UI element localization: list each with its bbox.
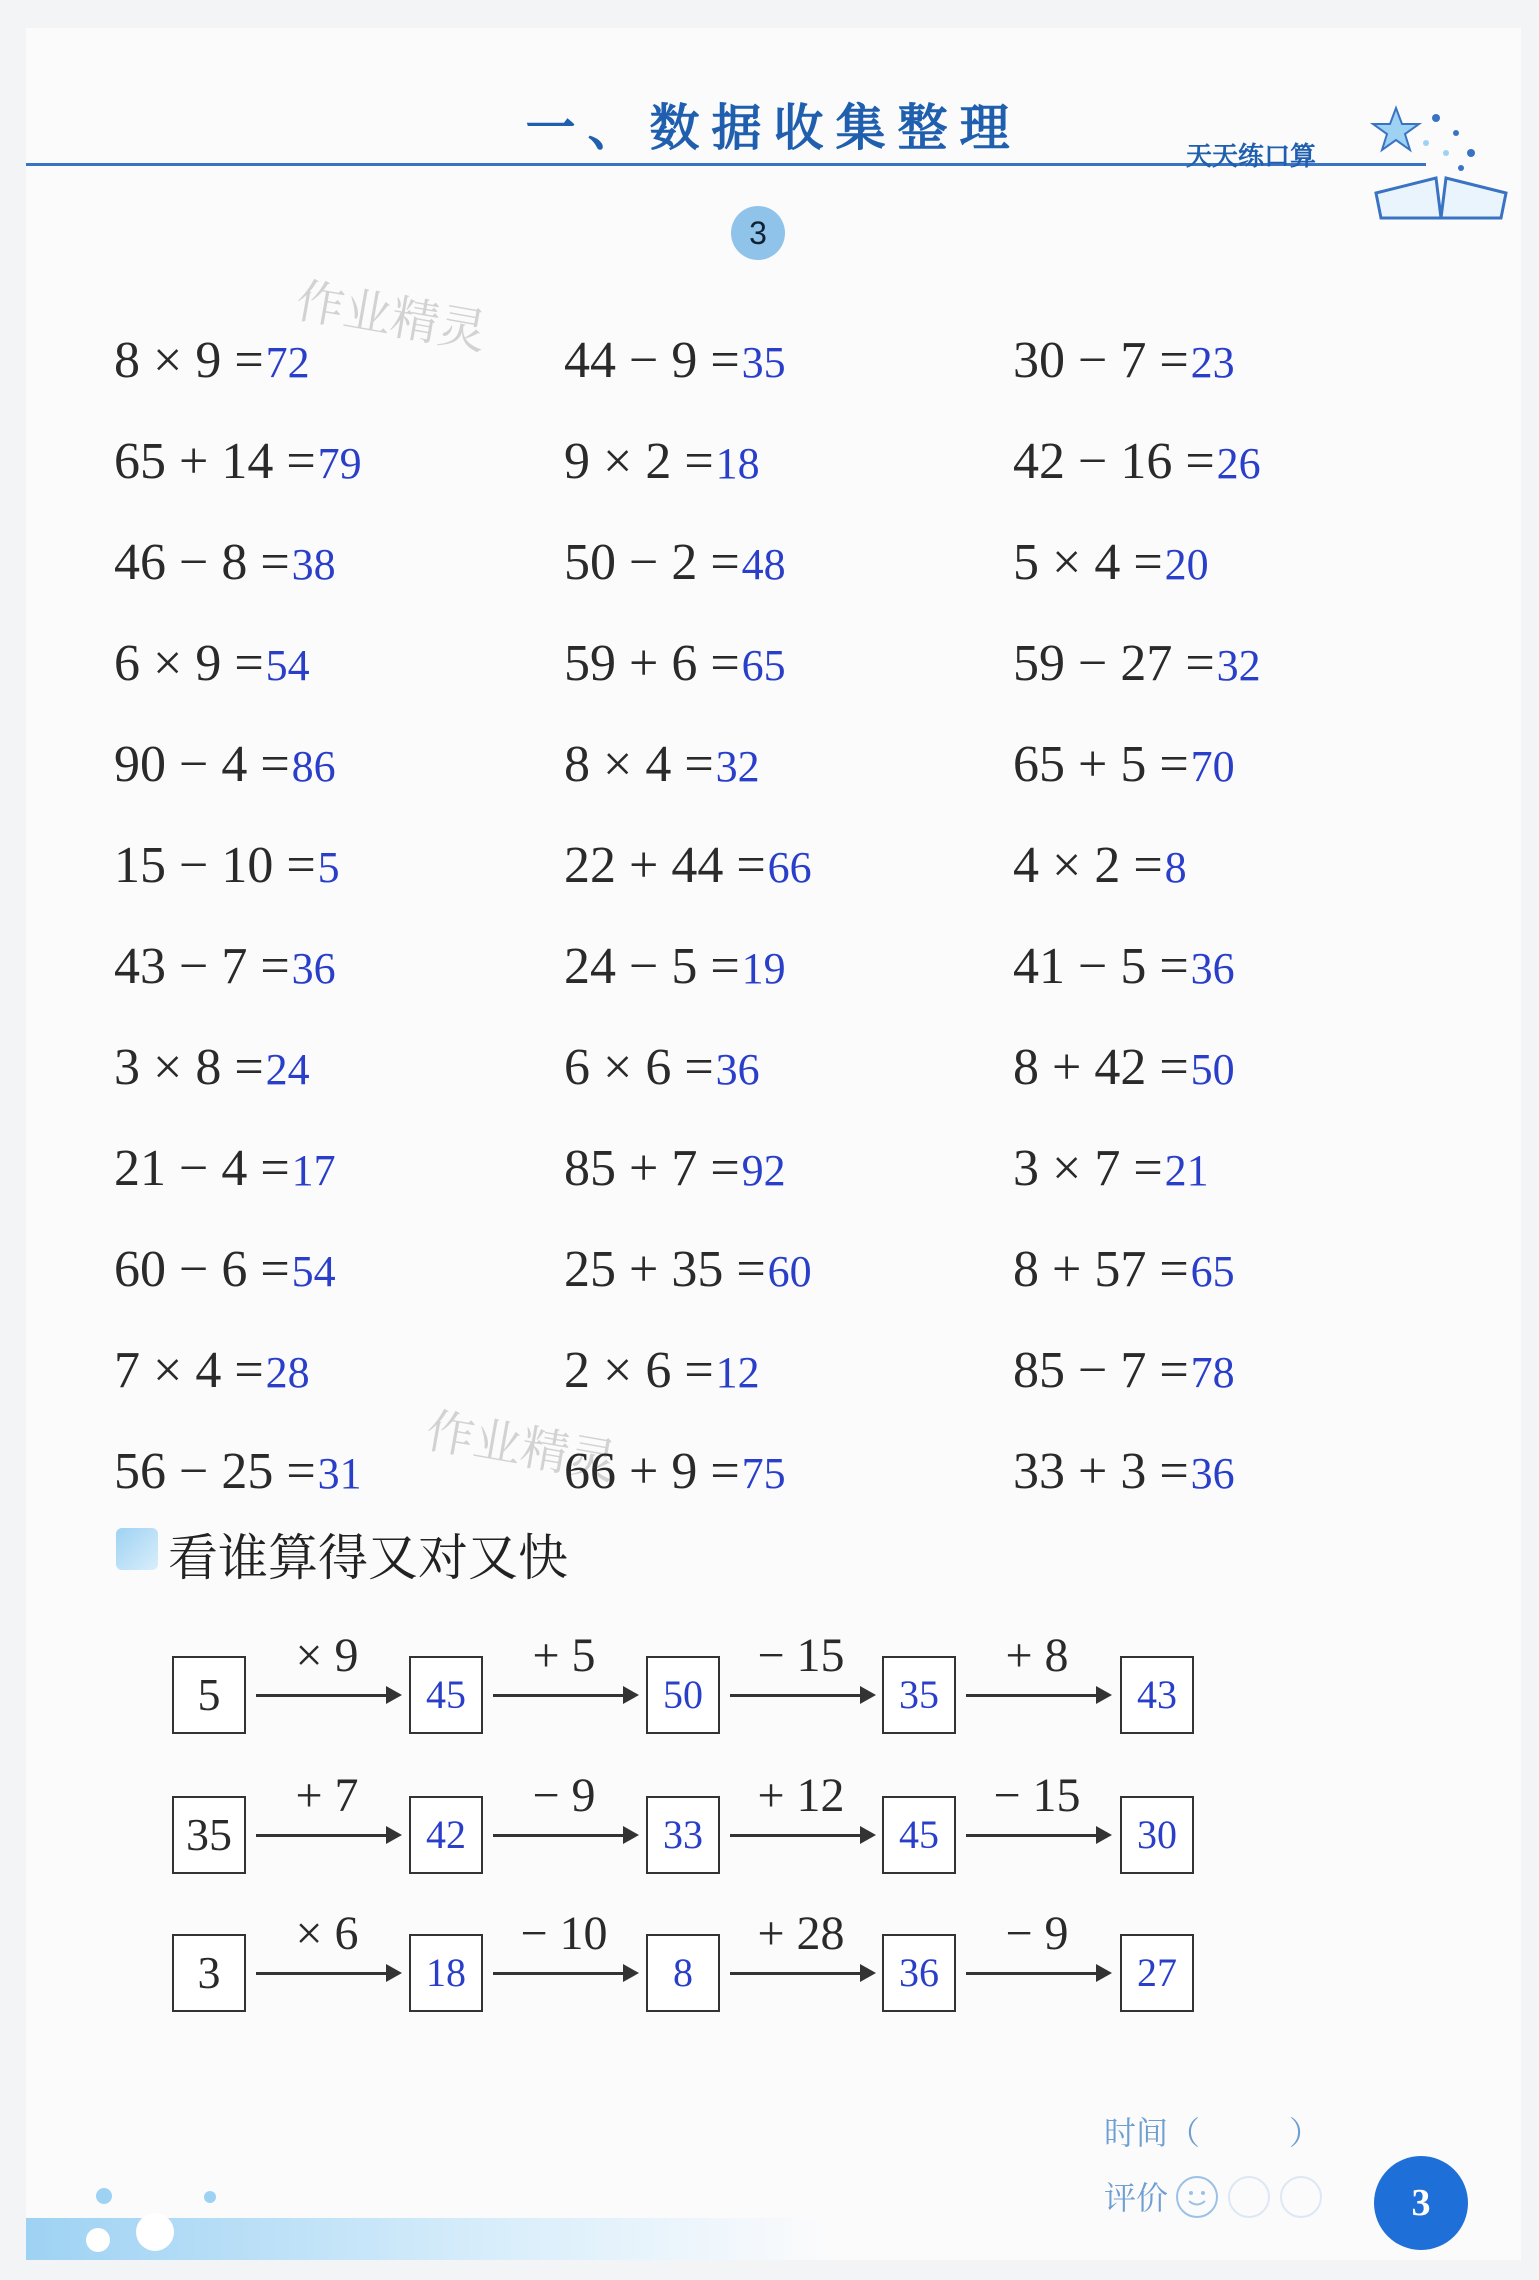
problem-expression: 15 − 10 =	[114, 837, 316, 894]
problem-expression: 85 + 7 =	[564, 1140, 740, 1197]
problem-expression: 59 + 6 =	[564, 635, 740, 692]
chain-answer-box: 30	[1120, 1796, 1194, 1874]
chain-arrow	[966, 1834, 1108, 1837]
problem-expression: 25 + 35 =	[564, 1241, 766, 1298]
problem-answer: 38	[291, 540, 336, 589]
problem-expression: 6 × 9 =	[114, 635, 264, 692]
chain-operator: + 28	[757, 1907, 845, 1960]
chain-arrow	[256, 1834, 398, 1837]
problem-item	[1013, 1341, 1235, 1403]
time-close-paren: ）	[1289, 2114, 1322, 2152]
problem-item	[114, 1038, 310, 1100]
problem-answer: 54	[265, 641, 310, 690]
chain-operator: + 5	[532, 1629, 596, 1682]
problem-item	[1013, 533, 1209, 595]
chain-operator: − 15	[757, 1629, 845, 1682]
problem-item	[564, 634, 786, 696]
problem-item	[114, 735, 336, 797]
problem-item	[564, 331, 786, 393]
problem-answer: 92	[741, 1146, 786, 1195]
problem-answer: 5	[317, 843, 340, 892]
chain-arrow	[493, 1834, 635, 1837]
problem-answer: 79	[317, 439, 362, 488]
problem-answer: 36	[1190, 944, 1235, 993]
problem-answer: 66	[767, 843, 812, 892]
problem-answer: 32	[1216, 641, 1261, 690]
problem-expression: 8 + 57 =	[1013, 1241, 1189, 1298]
chain-arrow	[966, 1972, 1108, 1975]
chain-answer-box: 36	[882, 1934, 956, 2012]
chain-operator: − 10	[520, 1907, 608, 1960]
problem-item	[114, 1139, 336, 1201]
problem-answer: 36	[291, 944, 336, 993]
problem-item	[114, 1240, 336, 1302]
problem-item	[564, 1038, 760, 1100]
problem-answer: 17	[291, 1146, 336, 1195]
problem-answer: 70	[1190, 742, 1235, 791]
chain-operator: − 9	[532, 1769, 596, 1822]
problem-expression: 3 × 7 =	[1013, 1140, 1163, 1197]
problem-item	[1013, 1139, 1209, 1201]
watermark: 作业精灵	[421, 1402, 621, 1492]
problem-expression: 60 − 6 =	[114, 1241, 290, 1298]
problem-item	[1013, 1442, 1235, 1504]
problem-answer: 78	[1190, 1348, 1235, 1397]
problem-answer: 28	[265, 1348, 310, 1397]
chain-arrow	[730, 1694, 872, 1697]
problem-expression: 59 − 27 =	[1013, 635, 1215, 692]
problem-expression: 41 − 5 =	[1013, 938, 1189, 995]
problem-answer: 18	[715, 439, 760, 488]
problem-item	[114, 836, 340, 898]
problem-answer: 86	[291, 742, 336, 791]
problem-item	[114, 533, 336, 595]
problem-expression: 7 × 4 =	[114, 1342, 264, 1399]
problem-answer: 60	[767, 1247, 812, 1296]
chain-answer-box: 18	[409, 1934, 483, 2012]
chain-start-box: 3	[172, 1934, 246, 2012]
problem-answer: 12	[715, 1348, 760, 1397]
workbook-page	[26, 28, 1521, 2260]
chain-arrow	[493, 1972, 635, 1975]
decor-dot	[86, 2228, 110, 2252]
problem-expression: 6 × 6 =	[564, 1039, 714, 1096]
problem-expression: 33 + 3 =	[1013, 1443, 1189, 1500]
problem-expression: 90 − 4 =	[114, 736, 290, 793]
problem-answer: 21	[1164, 1146, 1209, 1195]
chain-answer-box: 45	[409, 1656, 483, 1734]
chain-operator: + 8	[1005, 1629, 1069, 1682]
problem-item	[564, 432, 760, 494]
problem-expression: 5 × 4 =	[1013, 534, 1163, 591]
chain-operator: + 7	[295, 1769, 359, 1822]
problem-answer: 20	[1164, 540, 1209, 589]
problem-expression: 56 − 25 =	[114, 1443, 316, 1500]
chain-start-box: 35	[172, 1796, 246, 1874]
problem-answer: 31	[317, 1449, 362, 1498]
problem-expression: 8 × 9 =	[114, 332, 264, 389]
chain-arrow	[966, 1694, 1108, 1697]
chain-answer-box: 50	[646, 1656, 720, 1734]
decor-dot	[136, 2213, 174, 2251]
problem-answer: 24	[265, 1045, 310, 1094]
problem-expression: 30 − 7 =	[1013, 332, 1189, 389]
section-icon	[116, 1528, 158, 1570]
problem-expression: 24 − 5 =	[564, 938, 740, 995]
problem-expression: 65 + 14 =	[114, 433, 316, 490]
chain-answer-box: 8	[646, 1934, 720, 2012]
problem-item	[114, 331, 310, 393]
chain-answer-box: 35	[882, 1656, 956, 1734]
chain-arrow	[256, 1694, 398, 1697]
chain-answer-box: 33	[646, 1796, 720, 1874]
decor-dot	[204, 2191, 216, 2203]
problem-expression: 50 − 2 =	[564, 534, 740, 591]
smiley-icon	[1280, 2176, 1322, 2218]
watermark: 作业精灵	[291, 272, 491, 362]
chain-operator: − 15	[993, 1769, 1081, 1822]
time-label: 时间（	[1104, 2114, 1201, 2152]
problem-answer: 26	[1216, 439, 1261, 488]
problem-answer: 8	[1164, 843, 1187, 892]
problem-expression: 44 − 9 =	[564, 332, 740, 389]
problem-expression: 21 − 4 =	[114, 1140, 290, 1197]
problem-item	[114, 634, 310, 696]
problem-answer: 32	[715, 742, 760, 791]
problem-expression: 4 × 2 =	[1013, 837, 1163, 894]
problem-item	[564, 735, 760, 797]
chain-answer-box: 43	[1120, 1656, 1194, 1734]
problem-item	[1013, 1038, 1235, 1100]
page-header-title: 一、数据收集整理	[525, 99, 1022, 157]
problem-item	[564, 1240, 812, 1302]
problem-expression: 66 + 9 =	[564, 1443, 740, 1500]
problem-expression: 22 + 44 =	[564, 837, 766, 894]
problem-item	[1013, 634, 1261, 696]
problem-item	[1013, 432, 1261, 494]
chain-answer-box: 42	[409, 1796, 483, 1874]
problem-item	[1013, 1240, 1235, 1302]
chain-start-box: 5	[172, 1656, 246, 1734]
smiley-icon	[1176, 2176, 1218, 2218]
problem-expression: 9 × 2 =	[564, 433, 714, 490]
problem-answer: 50	[1190, 1045, 1235, 1094]
chain-arrow	[730, 1834, 872, 1837]
problem-expression: 65 + 5 =	[1013, 736, 1189, 793]
problem-answer: 65	[741, 641, 786, 690]
problem-expression: 46 − 8 =	[114, 534, 290, 591]
exercise-number-badge: 3	[731, 206, 785, 260]
problem-item	[564, 1139, 786, 1201]
problem-item	[564, 1341, 760, 1403]
problem-item	[564, 533, 786, 595]
problem-expression: 8 × 4 =	[564, 736, 714, 793]
problem-expression: 85 − 7 =	[1013, 1342, 1189, 1399]
problem-item	[114, 1442, 362, 1504]
chain-operator: − 9	[1005, 1907, 1069, 1960]
problem-item	[1013, 735, 1235, 797]
problem-answer: 75	[741, 1449, 786, 1498]
chain-answer-box: 27	[1120, 1934, 1194, 2012]
chain-arrow	[730, 1972, 872, 1975]
problem-answer: 23	[1190, 338, 1235, 387]
smiley-icon	[1228, 2176, 1270, 2218]
problem-answer: 72	[265, 338, 310, 387]
problem-answer: 35	[741, 338, 786, 387]
chain-operator: + 12	[757, 1769, 845, 1822]
problem-item	[1013, 331, 1235, 393]
problem-answer: 19	[741, 944, 786, 993]
series-brand: 天天练口算	[1186, 142, 1317, 172]
decor-dot	[96, 2188, 112, 2204]
problem-expression: 42 − 16 =	[1013, 433, 1215, 490]
problem-expression: 3 × 8 =	[114, 1039, 264, 1096]
chain-arrow	[256, 1972, 398, 1975]
chain-operator: × 9	[295, 1629, 359, 1682]
problem-item	[1013, 937, 1235, 999]
page-number: 3	[1374, 2156, 1468, 2250]
problem-answer: 54	[291, 1247, 336, 1296]
problem-answer: 65	[1190, 1247, 1235, 1296]
problem-answer: 48	[741, 540, 786, 589]
problem-item	[114, 432, 362, 494]
chain-answer-box: 45	[882, 1796, 956, 1874]
problem-expression: 43 − 7 =	[114, 938, 290, 995]
problem-item	[1013, 836, 1187, 898]
problem-item	[114, 1341, 310, 1403]
problem-item	[114, 937, 336, 999]
chain-operator: × 6	[295, 1907, 359, 1960]
chain-arrow	[493, 1694, 635, 1697]
problem-expression: 8 + 42 =	[1013, 1039, 1189, 1096]
problem-item	[564, 937, 786, 999]
problem-answer: 36	[1190, 1449, 1235, 1498]
evaluation-label: 评价	[1104, 2179, 1169, 2217]
problem-item	[564, 836, 812, 898]
problem-item	[564, 1442, 786, 1504]
section-title: 看谁算得又对又快	[168, 1529, 568, 1587]
problem-expression: 2 × 6 =	[564, 1342, 714, 1399]
problem-answer: 36	[715, 1045, 760, 1094]
